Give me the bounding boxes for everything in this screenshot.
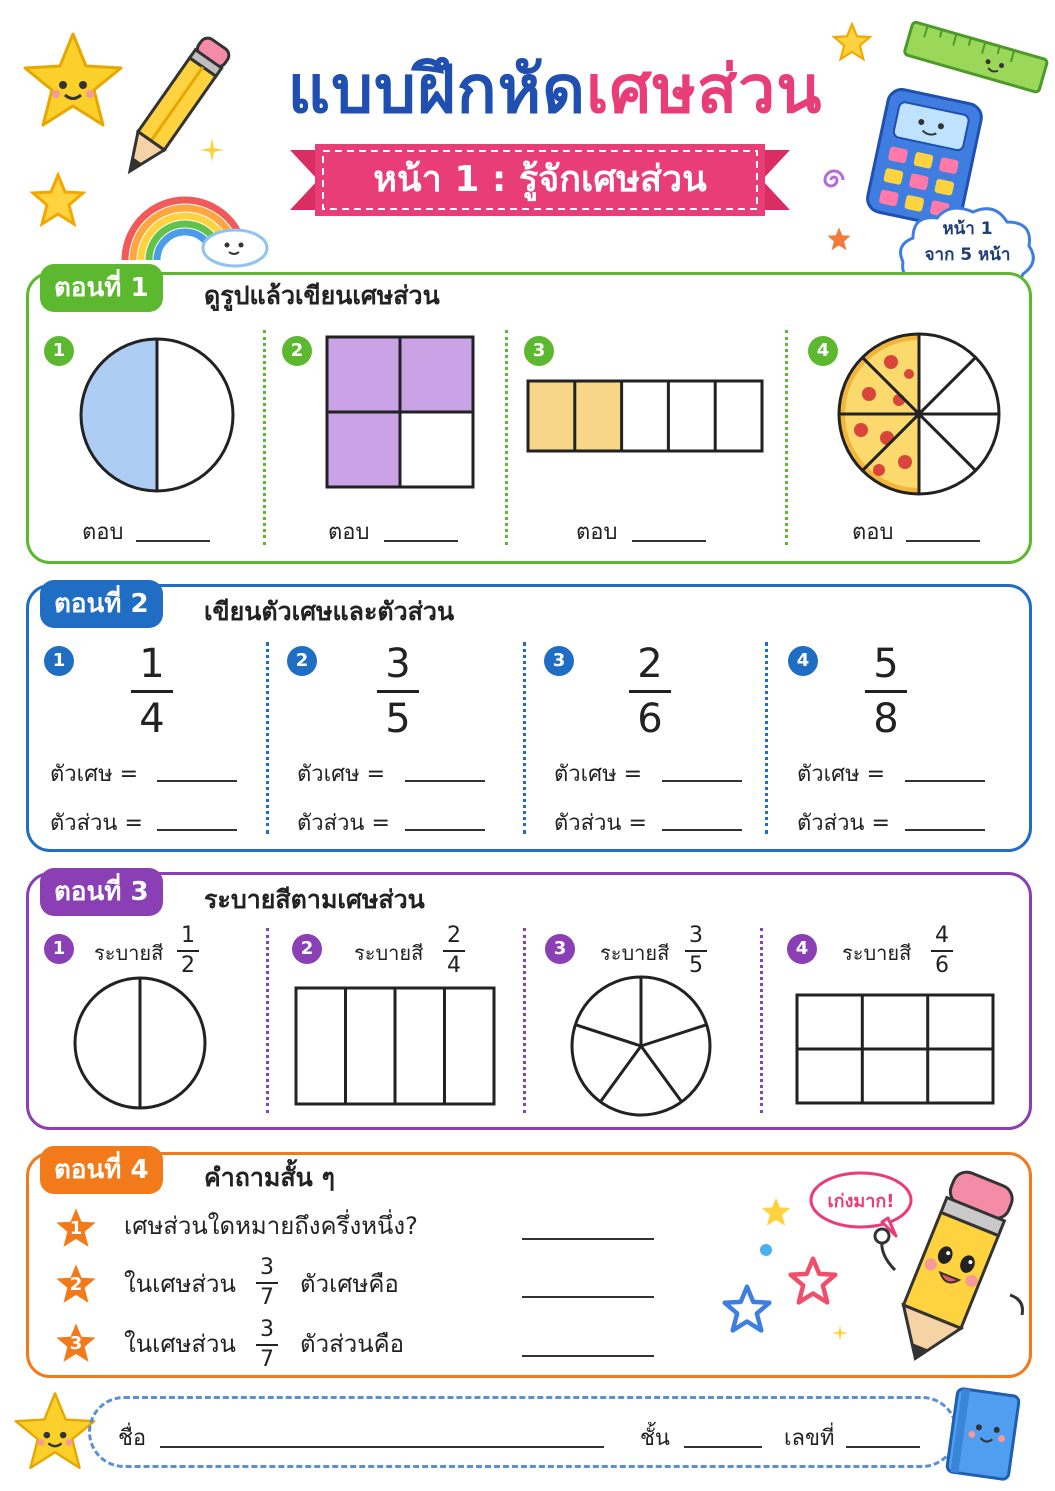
item-number: 4 [808,336,838,366]
item-number: 1 [44,934,74,964]
divider [523,928,526,1113]
item-number: 1 [44,646,74,676]
star-mascot-icon [10,1386,100,1476]
numerator-blank[interactable] [662,780,742,782]
answer-label: ตอบ [576,520,618,545]
rainbow-cloud-icon [115,190,275,270]
fraction-numerator: 4 [935,923,949,948]
color-instruction: ระบายสี [354,941,424,965]
item-number: 3 [545,934,575,964]
divider [266,642,269,834]
fraction-denominator: 6 [935,953,949,978]
question-number: 1 [69,1218,83,1239]
fraction-numerator: 5 [873,641,899,687]
question-text-after: ตัวส่วนคือ [300,1330,405,1358]
numerator-label: ตัวเศษ = [297,762,386,787]
question-number: 3 [69,1333,83,1354]
answer-label: ตอบ [852,520,894,545]
fraction [442,924,466,978]
fraction [862,640,910,743]
item-number: 4 [787,934,817,964]
book-mascot-icon [938,1384,1028,1484]
fraction-numerator: 3 [385,641,411,687]
divider [760,928,763,1113]
fraction [255,1318,279,1372]
fraction-denominator: 2 [181,953,195,978]
fraction-bar [443,950,465,952]
fraction-bar [629,690,671,693]
fraction-numerator: 3 [260,1317,274,1342]
fraction-denominator: 7 [260,1285,274,1310]
question-text-before: ในเศษส่วน [124,1330,236,1358]
number-field[interactable] [846,1446,920,1448]
section-4-tab: ตอนที่ 4 [40,1146,163,1194]
fraction-bar [865,690,907,693]
pencil-mascot-icon [860,1160,1035,1375]
color-instruction: ระบายสี [600,941,670,965]
speech-bubble-text: เก่งมาก! [827,1191,895,1212]
page-subtitle: หน้า 1 : รู้จักเศษส่วน [373,159,707,200]
fraction [255,1256,279,1310]
fraction [374,640,422,743]
pizza-icon [835,330,1003,498]
fraction-denominator: 5 [385,696,411,742]
fraction-denominator: 4 [139,696,165,742]
sparkle-icon [200,138,224,162]
numerator-blank[interactable] [405,780,485,782]
fraction-bar [177,950,199,952]
shaded-square-grid [324,334,476,490]
section-3-tab: ตอนที่ 3 [40,868,163,916]
answer-blank[interactable] [384,540,458,542]
fraction-bar [256,1282,278,1284]
page-badge [905,216,1030,268]
answer-blank[interactable] [136,540,210,542]
blank-circle-fifths[interactable] [569,974,713,1118]
question-answer-blank[interactable] [522,1238,654,1240]
question-answer-blank[interactable] [522,1296,654,1298]
answer-blank[interactable] [632,540,706,542]
divider [523,642,526,834]
fraction [930,924,954,978]
sparkle-icon [832,1325,848,1341]
item-number: 2 [292,934,322,964]
shaded-bar [525,378,765,454]
question-answer-blank[interactable] [522,1355,654,1357]
numerator-blank[interactable] [157,780,237,782]
item-number: 3 [524,336,554,366]
fraction-bar [256,1344,278,1346]
swirl-icon [820,166,848,194]
name-field[interactable] [160,1446,604,1448]
small-star-icon [30,172,86,228]
fraction-denominator: 5 [689,953,703,978]
fraction-numerator: 1 [181,923,195,948]
question-text: เศษส่วนใดหมายถึงครึ่งหนึ่ง? [124,1212,418,1240]
denominator-label: ตัวส่วน = [50,811,143,836]
section-2-tab: ตอนที่ 2 [40,580,163,628]
question-number: 2 [69,1274,83,1295]
number-label: เลขที่ [784,1426,835,1451]
divider [785,330,788,545]
fraction-denominator: 6 [637,696,663,742]
color-instruction: ระบายสี [842,941,912,965]
color-instruction: ระบายสี [94,941,164,965]
section-2-title: เขียนตัวเศษและตัวส่วน [204,597,455,626]
question-text-after: ตัวเศษคือ [300,1270,399,1298]
fraction [128,640,176,743]
question-text-before: ในเศษส่วน [124,1270,236,1298]
name-label: ชื่อ [118,1426,147,1451]
denominator-label: ตัวส่วน = [554,811,647,836]
outline-star-icon [722,1284,772,1334]
fraction [684,924,708,978]
dot-decoration [760,1244,772,1256]
numerator-label: ตัวเศษ = [50,762,139,787]
fraction-numerator: 3 [689,923,703,948]
divider [505,330,508,545]
fraction-numerator: 3 [260,1255,274,1280]
numerator-label: ตัวเศษ = [797,762,886,787]
denominator-blank[interactable] [157,829,237,831]
fraction-numerator: 2 [447,923,461,948]
title-part-1: แบบฝึกหัด [287,51,586,128]
section-1-title: ดูรูปแล้วเขียนเศษส่วน [204,281,440,310]
page-title [230,50,880,130]
small-star-icon [826,226,852,252]
answer-label: ตอบ [82,520,124,545]
title-part-2: เศษส่วน [585,51,823,128]
numerator-blank[interactable] [905,780,985,782]
denominator-label: ตัวส่วน = [797,811,890,836]
class-field[interactable] [684,1446,762,1448]
denominator-blank[interactable] [405,829,485,831]
fraction-denominator: 8 [873,696,899,742]
denominator-blank[interactable] [905,829,985,831]
page-badge-line1: หน้า 1 [942,219,993,239]
numerator-label: ตัวเศษ = [554,762,643,787]
blank-bar-quarters[interactable] [293,985,497,1107]
divider [266,928,269,1113]
fraction-numerator: 2 [637,641,663,687]
item-number: 4 [788,646,818,676]
class-label: ชั้น [640,1426,670,1451]
fraction-bar [131,690,173,693]
fraction [176,924,200,978]
page-badge-line2: จาก 5 หน้า [924,245,1011,265]
fraction-numerator: 1 [139,641,165,687]
fraction [626,640,674,743]
outline-star-icon [788,1256,838,1306]
fraction-bar [685,950,707,952]
item-number: 2 [282,336,312,366]
blank-circle-halves[interactable] [72,975,208,1111]
denominator-blank[interactable] [662,829,742,831]
blank-grid-sixths[interactable] [794,992,996,1106]
item-number: 1 [44,336,74,366]
section-4-title: คำถามสั้น ๆ [204,1163,335,1192]
item-number: 3 [544,646,574,676]
pencil-icon [110,20,240,190]
denominator-label: ตัวส่วน = [297,811,390,836]
item-number: 2 [287,646,317,676]
fraction-denominator: 4 [447,953,461,978]
fraction-bar [377,690,419,693]
divider [765,642,768,834]
small-star-icon [760,1196,792,1228]
fraction-denominator: 7 [260,1347,274,1372]
half-shaded-circle [78,336,236,494]
fraction-bar [931,950,953,952]
divider [263,330,266,545]
section-1-tab: ตอนที่ 1 [40,264,163,312]
answer-blank[interactable] [906,540,980,542]
answer-label: ตอบ [328,520,370,545]
section-3-title: ระบายสีตามเศษส่วน [204,885,425,914]
